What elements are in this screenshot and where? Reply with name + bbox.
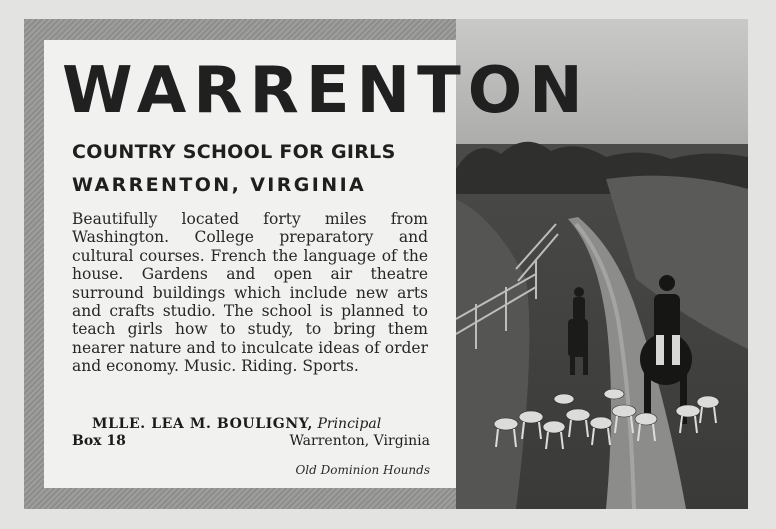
photo-caption: Old Dominion Hounds: [295, 463, 430, 477]
box-number: Box 18: [72, 433, 126, 449]
address: Warrenton, Virginia: [289, 433, 430, 449]
location-subhead: WARRENTON, VIRGINIA: [72, 174, 367, 196]
principal-line: [92, 415, 432, 433]
headline: WARRENTON: [62, 54, 590, 128]
school-type-subhead: COUNTRY SCHOOL FOR GIRLS: [72, 141, 396, 163]
address-line: [72, 432, 430, 450]
description-paragraph: Beautifully located forty miles from Washington. College preparatory and cultural courses. French the language of the house. Gardens and open air theatre surround buildings which include new arts and crafts studio. The school is planned to teach girls how to study, to bring them nearer nature and to inculcate ideas of order and economy. Music. Riding. Sports.: [72, 210, 428, 376]
principal-name: MLLE. LEA M. BOULIGNY,: [92, 416, 314, 432]
principal-title: Principal: [317, 416, 382, 432]
